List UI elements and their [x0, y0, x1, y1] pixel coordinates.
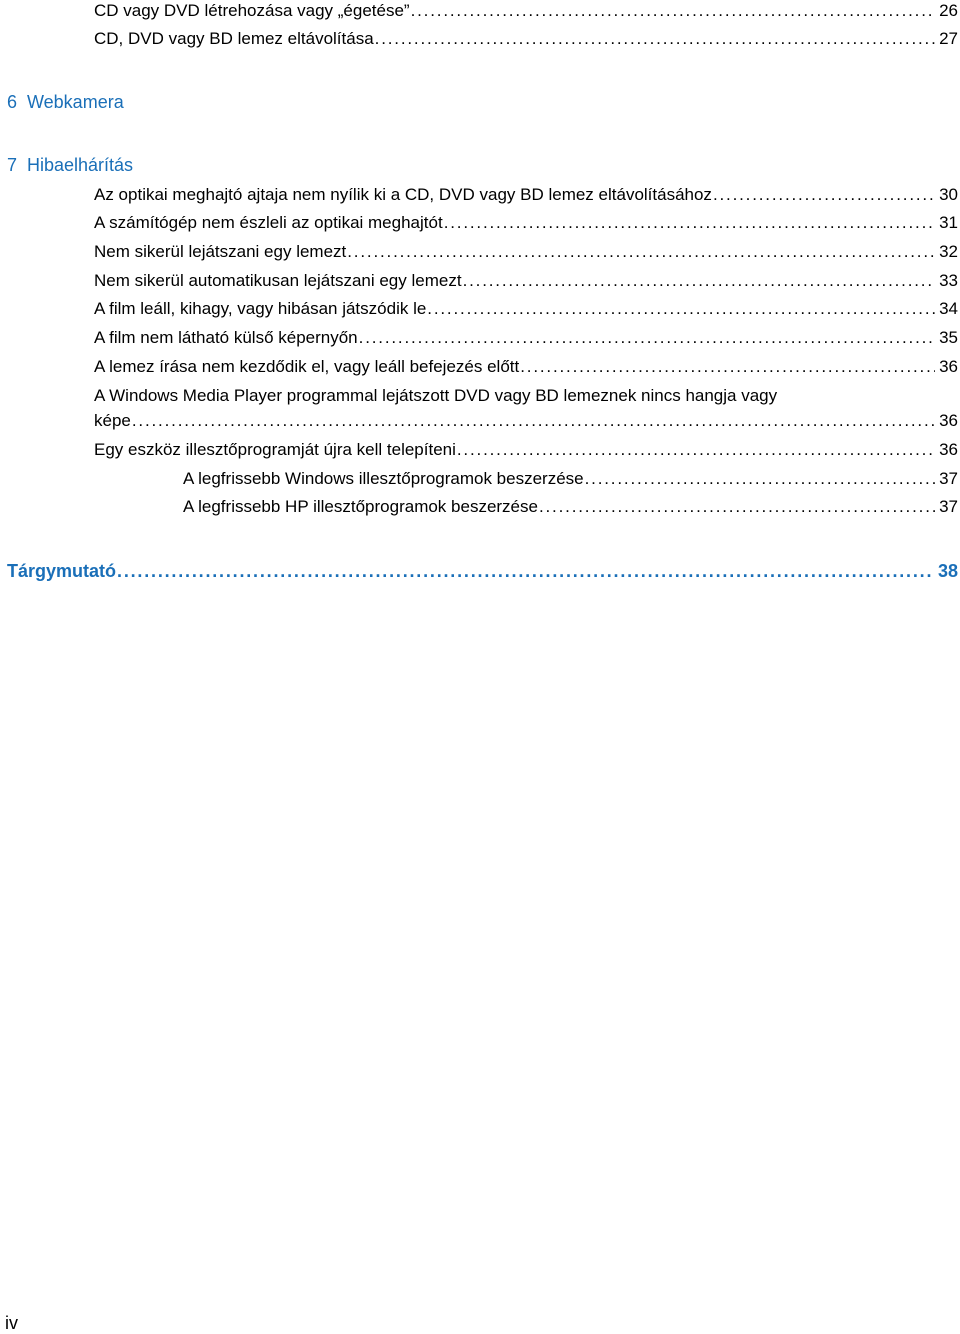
toc-entry-page: 33 — [939, 271, 958, 290]
dot-leader — [359, 327, 935, 349]
toc-entry-title: A legfrissebb Windows illesztőprogramok beszerzése — [183, 469, 584, 488]
toc-entry[interactable] — [94, 241, 958, 263]
dot-leader — [463, 270, 936, 292]
toc-entry-page: 37 — [939, 469, 958, 488]
chapter-number: 7 — [7, 155, 18, 175]
toc-entry-page: 35 — [939, 328, 958, 347]
toc-entry[interactable] — [94, 439, 958, 461]
toc-subentry[interactable] — [183, 468, 958, 490]
toc-entry-title: képe — [94, 411, 131, 430]
toc-entry-title: Egy eszköz illesztőprogramját újra kell telepíteni — [94, 440, 456, 459]
toc-entry[interactable] — [94, 298, 958, 320]
toc-entry-title: CD, DVD vagy BD lemez eltávolítása — [94, 29, 374, 48]
toc-entry[interactable] — [94, 28, 958, 50]
toc-entry-title: Nem sikerül lejátszani egy lemezt — [94, 242, 347, 261]
dot-leader — [444, 212, 935, 234]
toc-entry-title: A film nem látható külső képernyőn — [94, 328, 358, 347]
toc-entry-title: Nem sikerül automatikusan lejátszani egy lemezt — [94, 271, 462, 290]
toc-entry-title: A számítógép nem észleli az optikai meghajtót — [94, 213, 443, 232]
dot-leader — [132, 410, 935, 432]
dot-leader — [713, 184, 935, 206]
chapter-heading-troubleshooting[interactable] — [7, 153, 133, 177]
toc-entry[interactable] — [94, 270, 958, 292]
dot-leader — [539, 496, 935, 518]
index-page: 38 — [937, 561, 958, 581]
chapter-title: Hibaelhárítás — [27, 155, 134, 175]
toc-entry-page: 36 — [939, 357, 958, 376]
dot-leader — [375, 28, 935, 50]
toc-entry-wrapped-line[interactable]: A Windows Media Player programmal lejátszott DVD vagy BD lemeznek nincs hangja vagy — [94, 386, 778, 405]
toc-entry-title: A lemez írása nem kezdődik el, vagy leáll befejezés előtt — [94, 357, 520, 376]
toc-entry-title: CD vagy DVD létrehozása vagy „égetése” — [94, 1, 410, 20]
toc-entry-page: 27 — [939, 29, 958, 48]
index-title: Tárgymutató — [7, 561, 117, 581]
dot-leader — [117, 559, 934, 583]
toc-entry-page: 36 — [939, 440, 958, 459]
toc-entry-page: 37 — [939, 497, 958, 516]
toc-entry-page: 36 — [939, 411, 958, 430]
toc-entry-page: 32 — [939, 242, 958, 261]
chapter-title: Webkamera — [27, 92, 124, 112]
toc-subentry[interactable] — [183, 496, 958, 518]
dot-leader — [411, 0, 935, 22]
toc-entry-title: A film leáll, kihagy, vagy hibásan játszódik le — [94, 299, 427, 318]
toc-entry-page: 30 — [939, 185, 958, 204]
toc-entry[interactable] — [94, 0, 958, 22]
toc-entry-page: 34 — [939, 299, 958, 318]
dot-leader — [585, 468, 935, 490]
toc-entry[interactable] — [94, 184, 958, 206]
toc-entry-title: Az optikai meghajtó ajtaja nem nyílik ki a CD, DVD vagy BD lemez eltávolításához — [94, 185, 712, 204]
toc-entry[interactable] — [94, 410, 958, 432]
page-number: iv — [5, 1313, 18, 1333]
toc-entry[interactable] — [94, 212, 958, 234]
dot-leader — [457, 439, 935, 461]
toc-entry-page: 31 — [939, 213, 958, 232]
chapter-heading-webcam[interactable] — [7, 90, 124, 114]
toc-entry[interactable] — [94, 356, 958, 378]
toc-entry-page: 26 — [939, 1, 958, 20]
dot-leader — [427, 298, 935, 320]
toc-entry-title: A legfrissebb HP illesztőprogramok beszerzése — [183, 497, 538, 516]
toc-entry[interactable] — [94, 327, 958, 349]
chapter-number: 6 — [7, 92, 18, 112]
toc-index-entry[interactable] — [7, 559, 958, 583]
dot-leader — [520, 356, 935, 378]
dot-leader — [347, 241, 935, 263]
